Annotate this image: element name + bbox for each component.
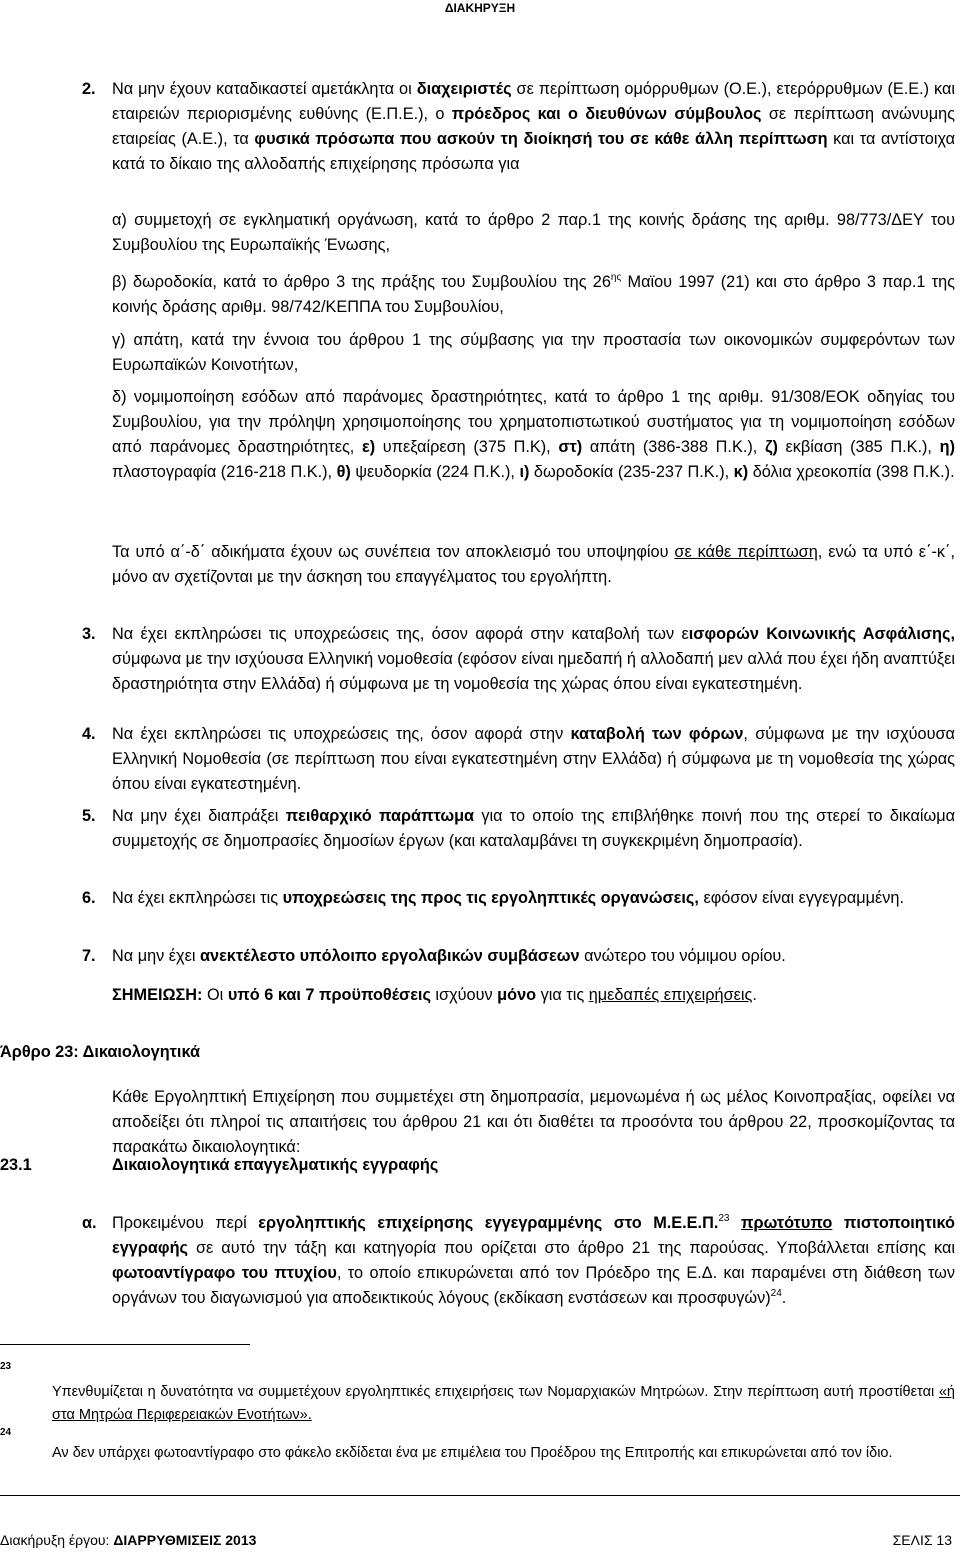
- item-3-number: 3.: [82, 625, 96, 643]
- page-header: ΔΙΑΚΗΡΥΞΗ: [444, 1, 516, 15]
- footer-left: Διακήρυξη έργου: ΔΙΑΡΡΥΘΜΙΣΕΙΣ 2013: [0, 1532, 257, 1548]
- footer-rule: [0, 1495, 960, 1496]
- section-23-1-title: Δικαιολογητικά επαγγελματικής εγγραφής: [112, 1156, 439, 1174]
- footer-page-number: ΣΕΛΙΣ 13: [892, 1532, 952, 1548]
- item-a-text: Προκειμένου περί εργοληπτικής επιχείρησης εγγεγραμμένης στο Μ.Ε.Ε.Π.$^{23}$ πρωτότυπο πιστοποιητικό εγγραφής σε αυτό την τάξη και κατηγορία που ορίζεται στο άρθρο 21 της παρούσας. Υποβάλλεται επίσης και φωτοαντίγραφο του πτυχίου, το οποίο επικυρώνεται από τον Πρόεδρο της Ε.Δ. και παραμένει στη διάθεση των οργάνων του διαγωνισμού για αποδεικτικούς λόγους (εκδίκαση ενστάσεων και προσφυγών)$^{24}$.: [112, 1213, 956, 1307]
- offence-g: γ) απάτη, κατά την έννοια του άρθρου 1 της σύμβασης για την προστασία των οικονομικών συμφερόντων των Ευρωπαϊκών Κοινοτήτων,: [112, 331, 955, 374]
- footnote-separator: [0, 1344, 250, 1345]
- offence-a: α) συμμετοχή σε εγκληματική οργάνωση, κατά το άρθρο 2 παρ.1 της κοινής δράσης της αριθμ. 98/773/ΔΕΥ του Συμβουλίου της Ευρωπαϊκής Ένωσης,: [112, 211, 955, 254]
- item-7-text: Να μην έχει ανεκτέλεστο υπόλοιπο εργολαβικών συμβάσεων ανώτερο του νόμιμου ορίου.: [112, 947, 786, 965]
- item-2-text: Να μην έχουν καταδικαστεί αμετάκλητα οι διαχειριστές σε περίπτωση ομόρρυθμων (Ο.Ε.), ετερόρρυθμων (Ε.Ε.) και εταιρειών περιορισμένης ευθύνης (Ε.Π.Ε.), ο πρόεδρος και ο διευθύνων σύμβουλος σε περίπτωση ανώνυμης εταιρείας (Α.Ε.), τα φυσικά πρόσωπα που ασκούν τη διοίκησή του σε κάθε άλλη περίπτωση και τα αντίστοιχα κατά το δίκαιο της αλλοδαπής επιχείρησης πρόσωπα για: [112, 80, 955, 173]
- item-4-number: 4.: [82, 725, 96, 743]
- item-a-label: α.: [82, 1214, 97, 1232]
- section-23-1-number: 23.1: [0, 1156, 32, 1174]
- item-3-text: Να έχει εκπληρώσει τις υποχρεώσεις της, όσον αφορά στην καταβολή των εισφορών Κοινωνικής Ασφάλισης, σύμφωνα με την ισχύουσα Ελληνική νομοθεσία (εφόσον είναι ημεδαπή ή αλλοδαπή μεν αλλά που έχει ήδη αναπτύξει δραστηριότητα στην Ελλάδα) ή σύμφωνα με τη νομοθεσία της χώρας όπου είναι εγκατεστημένη.: [112, 625, 956, 693]
- note: ΣΗΜΕΙΩΣΗ: Οι υπό 6 και 7 προϋποθέσεις ισχύουν μόνο για τις ημεδαπές επιχειρήσεις.: [112, 986, 757, 1004]
- article-23-title: Άρθρο 23: Δικαιολογητικά: [0, 1043, 201, 1061]
- item-6-number: 6.: [82, 889, 96, 907]
- consequence-paragraph: Τα υπό α΄-δ΄ αδικήματα έχουν ως συνέπεια τον αποκλεισμό του υποψηφίου σε κάθε περίπτωση, ενώ τα υπό ε΄-κ΄, μόνο αν σχετίζονται με την άσκηση του επαγγέλματος του εργολήπτη.: [112, 543, 955, 586]
- footnote-24-text: Αν δεν υπάρχει φωτοαντίγραφο στο φάκελο εκδίδεται ένα με επιμέλεια του Προέδρου της Επιτροπής και επικυρώνεται από τον ίδιο.: [52, 1445, 893, 1461]
- item-5-text: Να μην έχει διαπράξει πειθαρχικό παράπτωμα για το οποίο της επιβλήθηκε ποινή που της στερεί το δικαίωμα συμμετοχής σε δημοπρασίες δημοσίων έργων (και καταλαμβάνει τη συγκεκριμένη δημοπρασία).: [112, 807, 955, 850]
- footnote-24-number: 24: [0, 1427, 12, 1438]
- item-2-number: 2.: [82, 80, 96, 98]
- footnote-23-number: 23: [0, 1361, 12, 1372]
- item-4-text: Να έχει εκπληρώσει τις υποχρεώσεις της, όσον αφορά στην καταβολή των φόρων, σύμφωνα με την ισχύουσα Ελληνική Νομοθεσία (σε περίπτωση που είναι εγκατεστημένη στην Ελλάδα) ή σύμφωνα με τη νομοθεσία της χώρας όπου είναι εγκατεστημένη.: [112, 725, 955, 793]
- item-5-number: 5.: [82, 807, 96, 825]
- offence-d-to-k: δ) νομιμοποίηση εσόδων από παράνομες δραστηριότητες, κατά το άρθρο 1 της αριθμ. 91/308/ΕΟΚ οδηγίας του Συμβουλίου, για την πρόληψη χρησιμοποίησης του χρηματοπιστωτικού συστήματος για τη νομιμοποίηση εσόδων από παράνομες δραστηριότητες, ε) υπεξαίρεση (375 Π.Κ), στ) απάτη (386-388 Π.Κ.), ζ) εκβίαση (385 Π.Κ.), η) πλαστογραφία (216-218 Π.Κ.), θ) ψευδορκία (224 Π.Κ.), ι) δωροδοκία (235-237 Π.Κ.), κ) δόλια χρεοκοπία (398 Π.Κ.).: [112, 388, 955, 481]
- item-6-text: Να έχει εκπληρώσει τις υποχρεώσεις της προς τις εργοληπτικές οργανώσεις, εφόσον είναι εγγεγραμμένη.: [112, 889, 905, 907]
- footnote-23-text: Υπενθυμίζεται η δυνατότητα να συμμετέχουν εργοληπτικές επιχειρήσεις των Νομαρχιακών Μητρώων. Στην περίπτωση αυτή προστίθεται «ή στα Μητρώα Περιφερειακών Ενοτήτων».: [52, 1384, 955, 1423]
- item-7-number: 7.: [82, 947, 96, 965]
- offence-b: β) δωροδοκία, κατά το άρθρο 3 της πράξης του Συμβουλίου της $26^{\eta\varsigma}$ Μαϊου 1997 (21) και στο άρθρο 3 παρ.1 της κοινής δράσης αριθμ. 98/742/ΚΕΠΠΑ του Συμβουλίου,: [112, 272, 955, 316]
- article-23-intro: Κάθε Εργοληπτική Επιχείρηση που συμμετέχει στη δημοπρασία, μεμονωμένα ή ως μέλος Κοινοπραξίας, οφείλει να αποδείξει ότι πληροί τις απαιτήσεις του άρθρου 21 και ότι διαθέτει τα προσόντα του άρθρου 22, προσκομίζοντας τα παρακάτω δικαιολογητικά:: [112, 1088, 955, 1156]
